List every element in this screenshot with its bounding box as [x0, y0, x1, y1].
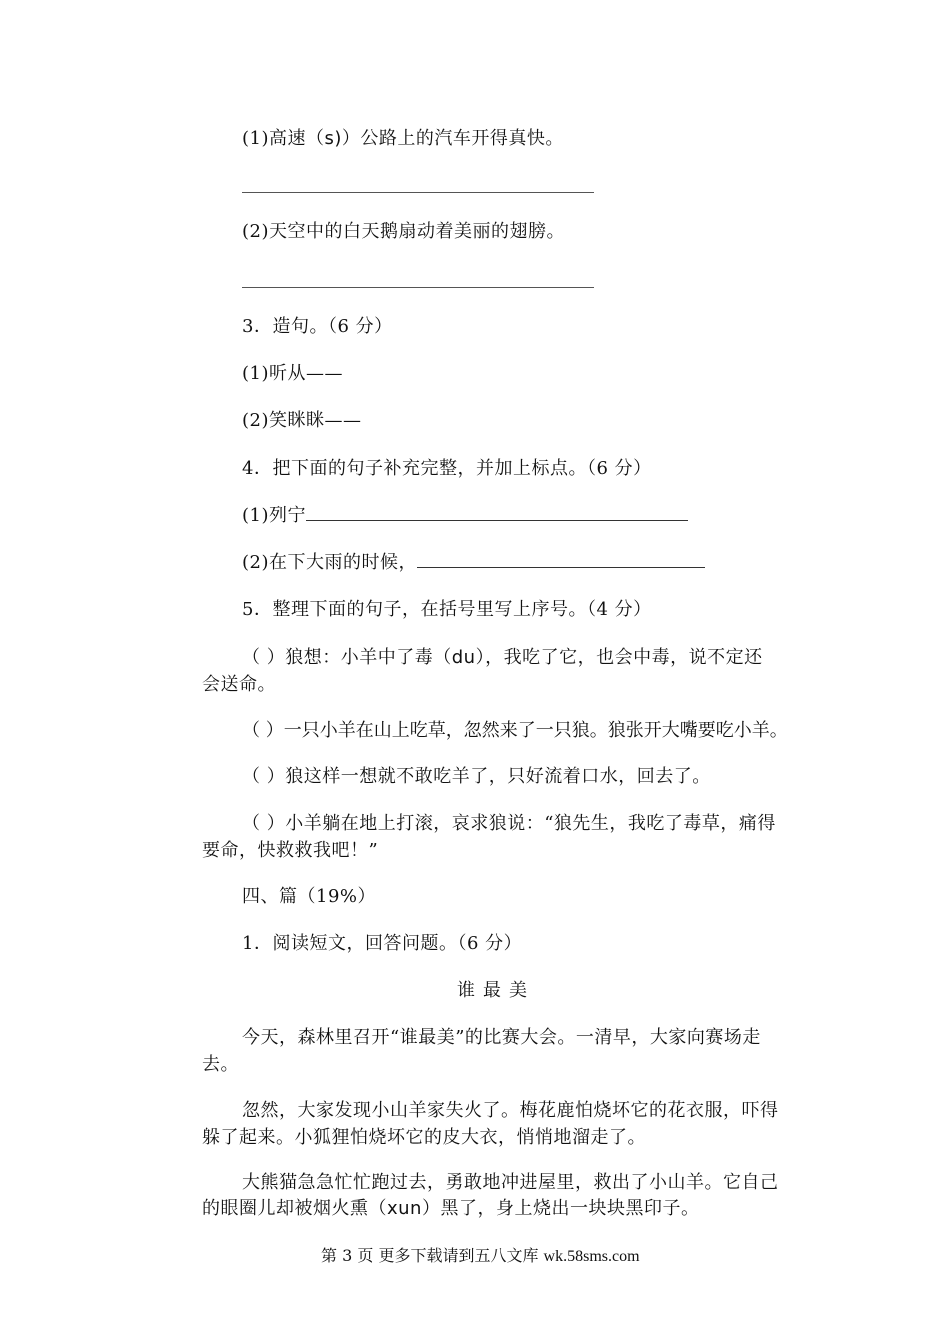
footer-site-link[interactable]: wk.58sms.com	[543, 1248, 640, 1265]
q5-sentence-1-cont: 会送命。	[202, 674, 276, 695]
story-p1-line-1: 今天，森林里召开“谁最美”的比赛大会。一清早，大家向赛场走	[242, 1027, 761, 1048]
q5-s1-pinyin: du	[451, 647, 476, 668]
story-p1-line-2: 去。	[202, 1054, 239, 1075]
page-footer	[321, 1245, 640, 1268]
q2-sentence-2: (2)天空中的白天鹅扇动着美丽的翅膀。	[242, 221, 565, 242]
q5-sentence-4-cont: 要命，快救救我吧！”	[202, 840, 379, 861]
section-4-heading: 四、篇（19%）	[242, 886, 377, 907]
story-title: 谁最美	[457, 980, 535, 1001]
q3-item-2: (2)笑眯眯——	[242, 410, 362, 431]
q2-s1-pinyin: s)	[324, 128, 342, 149]
section-4-q1: 1．阅读短文，回答问题。（6 分）	[242, 933, 523, 954]
q4-heading: 4．把下面的句子补充完整，并加上标点。（6 分）	[242, 458, 652, 479]
q5-s1-part-b: ），我吃了它，也会中毒，说不定还	[475, 647, 763, 668]
q5-sentence-3: （ ）狼这样一想就不敢吃羊了，只好流着口水，回去了。	[242, 766, 711, 787]
answer-line-1[interactable]	[242, 192, 594, 193]
q3-item-1: (1)听从——	[242, 363, 343, 384]
story-p2-line-1: 忽然，大家发现小山羊家失火了。梅花鹿怕烧坏它的花衣服，吓得	[242, 1100, 779, 1121]
footer-text: 第 3 页 更多下载请到五八文库	[321, 1246, 544, 1265]
q5-sentence-4: （ ）小羊躺在地上打滚，哀求狼说：“狼先生，我吃了毒草，痛得	[242, 813, 776, 834]
q4-item-2-text: (2)在下大雨的时候，	[242, 552, 417, 573]
q3-heading: 3．造句。（6 分）	[242, 316, 393, 337]
q4-item-1-text: (1)列宁	[242, 505, 306, 526]
q2-s1-before: (1)高速（	[242, 128, 325, 149]
story-p3-post: ）黑了，身上烧出一块块黑印子。	[421, 1198, 700, 1219]
answer-line-2[interactable]	[242, 287, 594, 288]
story-p3-line-1: 大熊猫急急忙忙跑过去，勇敢地冲进屋里，救出了小山羊。它自己	[242, 1172, 779, 1193]
q2-sentence-1	[242, 126, 564, 152]
q4-item-1-blank[interactable]	[306, 504, 688, 521]
q5-sentence-1	[242, 645, 763, 671]
q4-item-2	[242, 550, 705, 576]
q5-sentence-2: （ ）一只小羊在山上吃草，忽然来了一只狼。狼张开大嘴要吃小羊。	[242, 720, 788, 741]
q5-s1-part-a: （ ）狼想：小羊中了毒（	[242, 647, 452, 668]
q2-s1-after: ）公路上的汽车开得真快。	[341, 128, 564, 149]
q5-heading: 5．整理下面的句子，在括号里写上序号。（4 分）	[242, 599, 652, 620]
q4-item-2-blank[interactable]	[417, 551, 705, 568]
story-p2-line-2: 躲了起来。小狐狸怕烧坏它的皮大衣，悄悄地溜走了。	[202, 1127, 646, 1148]
story-p3-pinyin: xun	[387, 1198, 422, 1219]
story-p3-line-2	[202, 1196, 699, 1222]
q4-item-1	[242, 503, 688, 529]
story-p3-pre: 的眼圈儿却被烟火熏（	[202, 1198, 387, 1219]
